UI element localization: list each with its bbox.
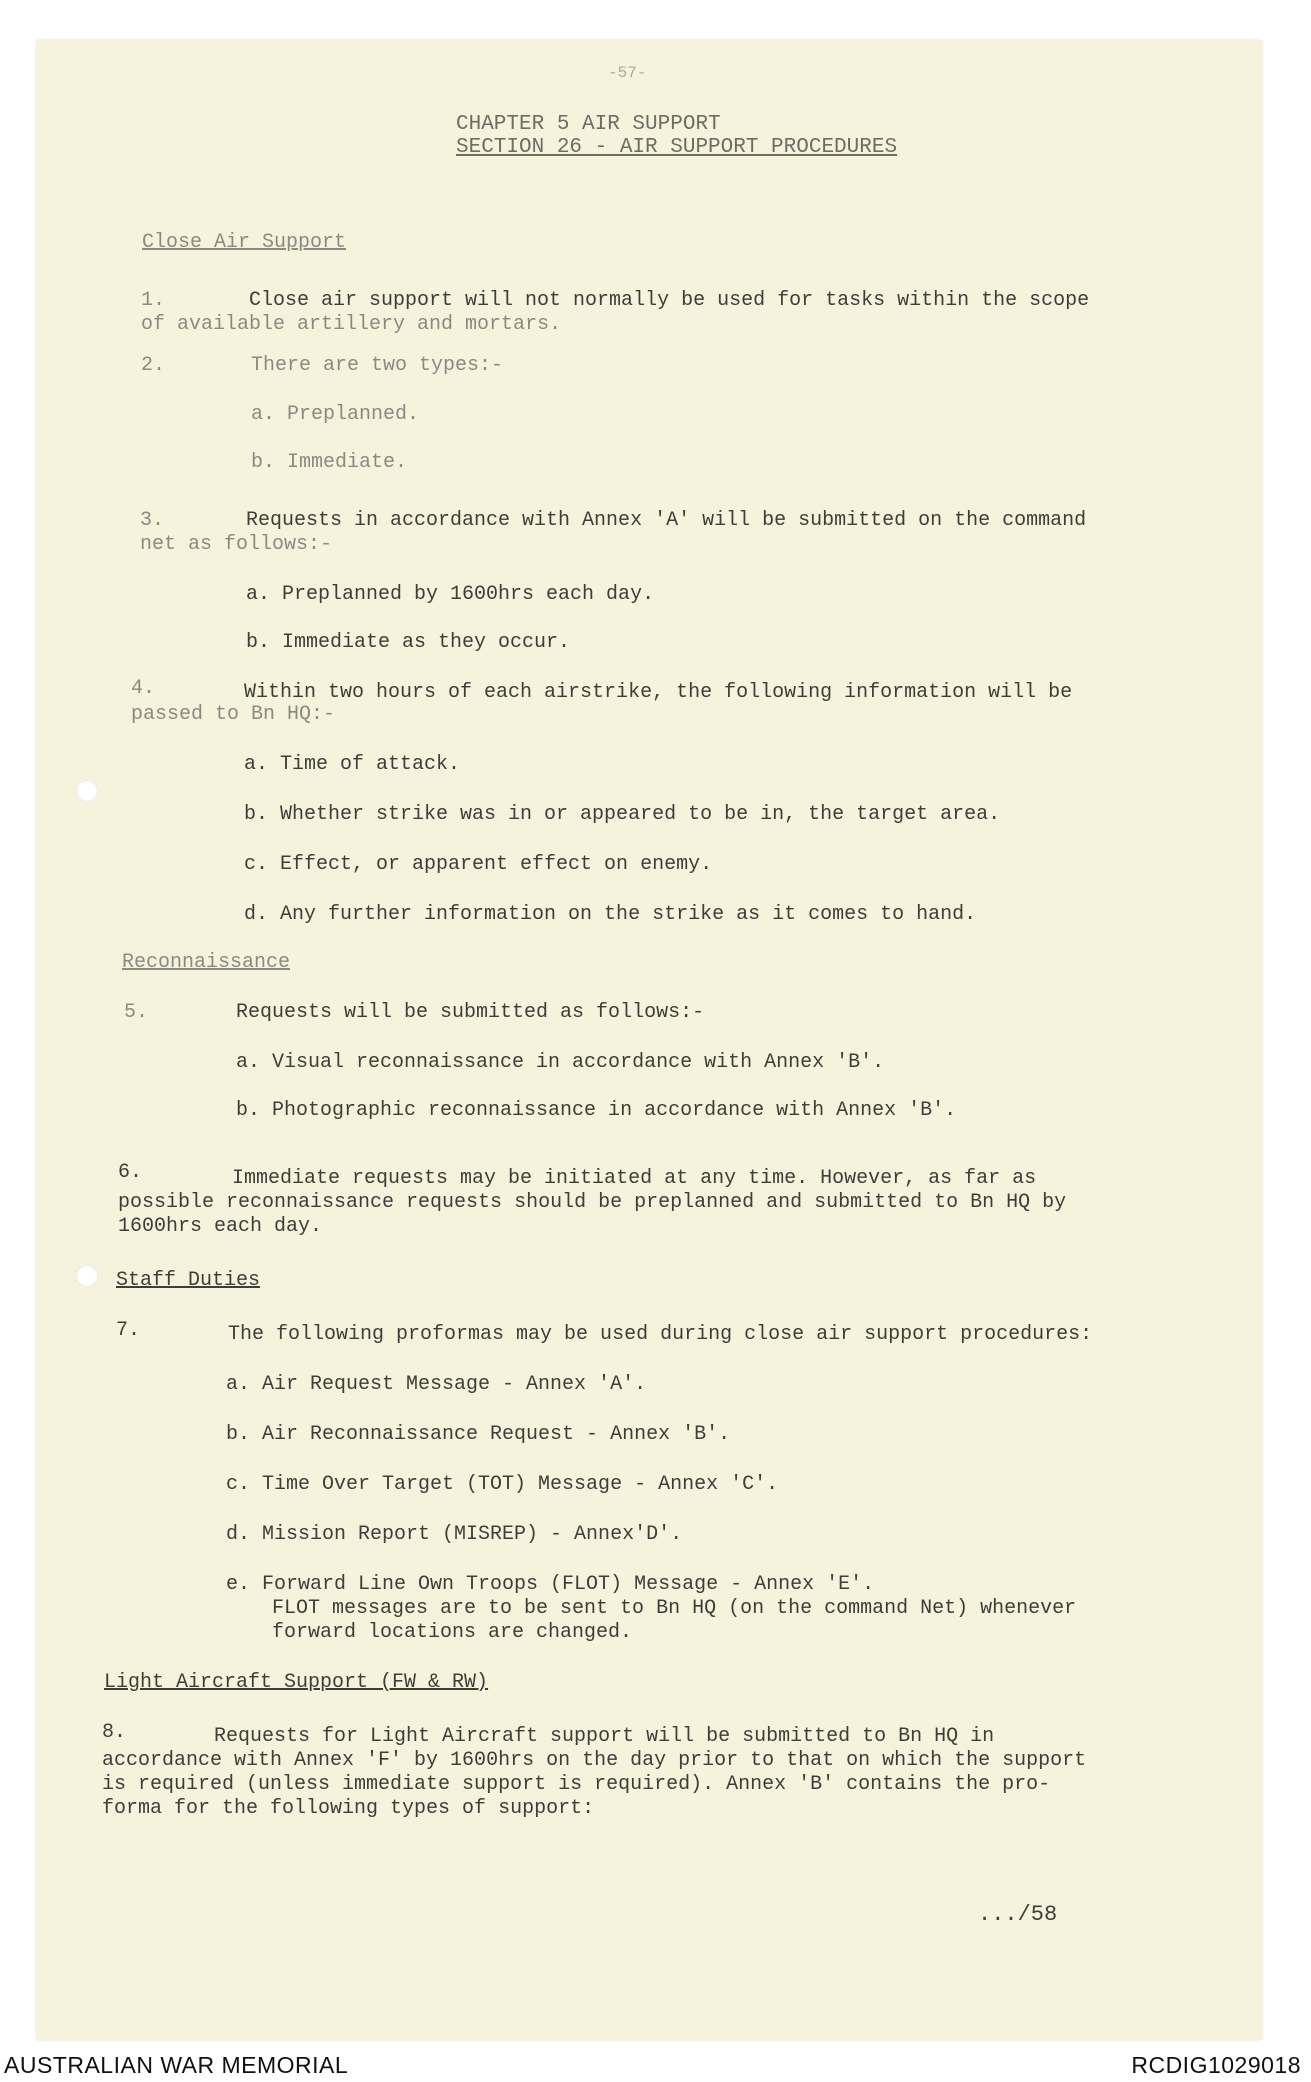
chapter-title: CHAPTER 5 AIR SUPPORT [456,113,721,136]
continuation-marker: .../58 [978,1902,1058,1927]
para-7-item-d: d. Mission Report (MISREP) - Annex'D'. [226,1523,683,1546]
para-1-line-2: of available artillery and mortars. [141,313,562,336]
punch-hole [76,1265,98,1287]
heading-light-aircraft-support: Light Aircraft Support (FW & RW) [104,1671,489,1694]
heading-close-air-support: Close Air Support [142,231,347,254]
para-1-number: 1. [141,289,166,312]
para-5-item-b: b. Photographic reconnaissance in accordance with Annex 'B'. [236,1099,957,1122]
para-7-item-a: a. Air Request Message - Annex 'A'. [226,1373,647,1396]
para-8-number: 8. [102,1721,127,1744]
para-4-item-b: b. Whether strike was in or appeared to be in, the target area. [244,803,1001,826]
page-mark: -57- [608,64,647,82]
para-3-line-1: Requests in accordance with Annex 'A' will be submitted on the command [246,509,1087,532]
para-4-item-d: d. Any further information on the strike as it comes to hand. [244,903,977,926]
punch-hole [76,780,98,802]
para-6-number: 6. [118,1161,143,1184]
para-3-line-2: net as follows:- [140,533,333,556]
document-page [36,40,1262,2040]
footer-catalogue-id: RCDIG1029018 [1131,2052,1301,2078]
para-8-line-4: forma for the following types of support: [102,1797,595,1820]
heading-staff-duties: Staff Duties [116,1269,261,1292]
para-3-number: 3. [140,509,165,532]
para-7-number: 7. [116,1319,141,1342]
para-4-item-c: c. Effect, or apparent effect on enemy. [244,853,713,876]
para-3-item-a: a. Preplanned by 1600hrs each day. [246,583,655,606]
para-4-line-2: passed to Bn HQ:- [131,703,336,726]
para-5-text: Requests will be submitted as follows:- [236,1001,705,1024]
para-7-item-b: b. Air Reconnaissance Request - Annex 'B'. [226,1423,731,1446]
para-5-item-a: a. Visual reconnaissance in accordance with Annex 'B'. [236,1051,885,1074]
para-7-text: The following proformas may be used during close air support procedures: [228,1323,1093,1346]
para-4-number: 4. [131,677,156,700]
para-2-item-b: b. Immediate. [251,451,408,474]
section-title: SECTION 26 - AIR SUPPORT PROCEDURES [456,136,898,159]
para-2-number: 2. [141,354,166,377]
para-5-number: 5. [124,1001,149,1024]
heading-reconnaissance: Reconnaissance [122,951,291,974]
para-7-item-e-line-2: FLOT messages are to be sent to Bn HQ (on the command Net) whenever [272,1597,1077,1620]
para-8-line-3: is required (unless immediate support is required). Annex 'B' contains the pro- [102,1773,1051,1796]
para-1-line-1: Close air support will not normally be used for tasks within the scope [249,289,1090,312]
para-7-item-c: c. Time Over Target (TOT) Message - Annex 'C'. [226,1473,779,1496]
para-6-line-1: Immediate requests may be initiated at any time. However, as far as [232,1167,1037,1190]
para-8-line-1: Requests for Light Aircraft support will be submitted to Bn HQ in [214,1725,995,1748]
para-3-item-b: b. Immediate as they occur. [246,631,571,654]
para-2-text: There are two types:- [251,354,504,377]
para-7-item-e-line-3: forward locations are changed. [272,1621,633,1644]
para-6-line-3: 1600hrs each day. [118,1215,323,1238]
para-4-item-a: a. Time of attack. [244,753,461,776]
para-6-line-2: possible reconnaissance requests should be preplanned and submitted to Bn HQ by [118,1191,1067,1214]
para-4-line-1: Within two hours of each airstrike, the following information will be [244,681,1073,704]
para-7-item-e-line-1: e. Forward Line Own Troops (FLOT) Message - Annex 'E'. [226,1573,875,1596]
para-8-line-2: accordance with Annex 'F' by 1600hrs on the day prior to that on which the support [102,1749,1087,1772]
para-2-item-a: a. Preplanned. [251,403,420,426]
footer-source: AUSTRALIAN WAR MEMORIAL [4,2052,349,2078]
